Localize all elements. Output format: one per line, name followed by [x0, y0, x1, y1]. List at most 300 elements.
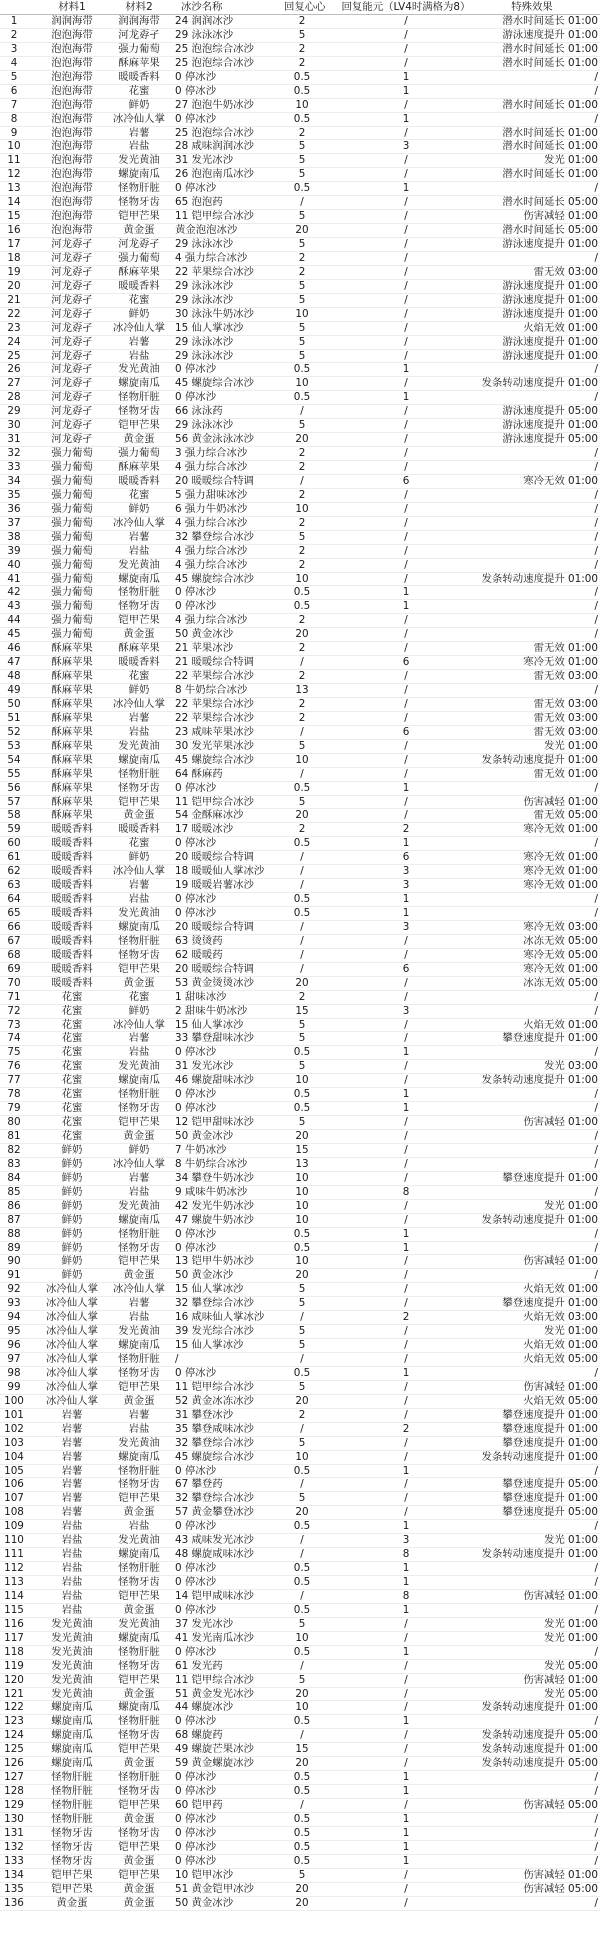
smoothie-name: 45 螺旋综合冰沙: [175, 1450, 254, 1463]
table-row: [0, 1604, 600, 1618]
row-index: 87: [7, 1213, 21, 1226]
energy: 1: [402, 1603, 410, 1616]
material-1: 岩薯: [61, 1506, 83, 1519]
smoothie-name: 54 金酥麻冰沙: [175, 809, 244, 822]
hearts: 0.5: [293, 363, 311, 376]
smoothie-name: 63 烫烫药: [175, 934, 223, 947]
row-index: 7: [10, 98, 18, 111]
smoothie-name: 32 攀登综合冰沙: [175, 1297, 254, 1310]
hearts: 20: [295, 1506, 309, 1519]
material-2: 冰冷仙人掌: [113, 1018, 165, 1031]
material-2: 发光黄油: [118, 1199, 160, 1212]
material-1: 酥麻苹果: [51, 684, 93, 696]
row-index: 42: [7, 586, 21, 599]
smoothie-name: 47 螺旋牛奶冰沙: [175, 1213, 254, 1226]
smoothie-name: 31 发光冰沙: [175, 1060, 234, 1073]
smoothie-name: 11 铠甲综合冰沙: [175, 1673, 254, 1686]
material-2: 怪物牙齿: [118, 196, 160, 209]
material-1: 泡泡海带: [51, 98, 93, 111]
hearts: /: [300, 1589, 304, 1602]
material-2: 冰冷仙人掌: [113, 516, 165, 529]
energy: /: [404, 990, 408, 1003]
energy: 1: [402, 363, 410, 376]
material-2: 怪物肝脏: [118, 767, 160, 780]
hearts: 2: [298, 516, 306, 529]
table-row: [0, 1785, 600, 1799]
table-row: [0, 879, 600, 893]
row-index: 114: [4, 1589, 24, 1602]
special-effect: /: [594, 182, 598, 195]
energy: /: [404, 56, 408, 69]
material-2: 怪物牙齿: [118, 405, 160, 418]
smoothie-name: 12 铠甲甜味冰沙: [175, 1116, 254, 1129]
hearts: /: [300, 879, 304, 892]
smoothie-name: 57 黄金攀登冰沙: [175, 1506, 254, 1519]
material-1: 黄金蛋: [56, 1896, 88, 1909]
energy: /: [404, 670, 408, 683]
hearts: 10: [295, 307, 309, 320]
material-2: 铠甲芒果: [118, 1380, 160, 1393]
smoothie-name: 34 攀登牛奶冰沙: [175, 1171, 254, 1184]
row-index: 60: [7, 837, 21, 850]
row-index: 122: [4, 1701, 24, 1714]
material-1: 酥麻苹果: [51, 697, 93, 710]
hearts: 0.5: [293, 1826, 311, 1839]
hearts: /: [300, 1478, 304, 1491]
material-1: 酥麻苹果: [51, 795, 93, 808]
special-effect: 雷无效 03:00: [533, 697, 598, 710]
material-1: 河龙孬孑: [51, 279, 93, 292]
row-index: 99: [7, 1380, 21, 1393]
material-2: 润润海带: [118, 15, 160, 27]
special-effect: 攀登速度提升 01:00: [502, 1032, 598, 1045]
smoothie-name: 0 停冰沙: [175, 1227, 217, 1240]
hearts: 20: [295, 1269, 309, 1282]
hearts: 2: [298, 15, 306, 27]
hearts: 0.5: [293, 1046, 311, 1059]
row-index: 76: [7, 1060, 21, 1073]
smoothie-name: 50 黄金冰沙: [175, 628, 234, 641]
special-effect: 攀登速度提升 01:00: [502, 1492, 598, 1505]
energy: /: [404, 251, 408, 264]
material-1: 暖暖香料: [51, 837, 93, 850]
smoothie-name: 3 强力综合冰沙: [175, 447, 248, 460]
table-row: [0, 851, 600, 865]
smoothie-name: 22 苹果综合冰沙: [175, 670, 254, 683]
material-1: 强力葡萄: [51, 447, 93, 460]
row-index: 19: [7, 265, 21, 278]
energy: 6: [402, 656, 410, 669]
row-index: 1: [10, 15, 18, 27]
energy: /: [404, 1506, 408, 1519]
special-effect: 游泳速度提升 01:00: [502, 349, 598, 362]
table-row: [0, 1242, 600, 1256]
energy: 1: [402, 586, 410, 599]
row-index: 59: [7, 823, 21, 836]
smoothie-name: 0 停冰沙: [175, 1088, 217, 1101]
table-row: [0, 963, 600, 977]
energy: 1: [402, 391, 410, 404]
special-effect: /: [594, 1143, 598, 1156]
special-effect: 雷无效 01:00: [533, 642, 598, 655]
energy: /: [404, 767, 408, 780]
material-2: 岩薯: [128, 126, 150, 139]
special-effect: 发光 01:00: [543, 1617, 598, 1630]
material-2: 螺旋南瓜: [118, 377, 160, 390]
material-1: 暖暖香料: [51, 851, 93, 864]
special-effect: /: [594, 1896, 598, 1909]
smoothie-name: 29 泳泳冰沙: [175, 238, 234, 250]
energy: 1: [402, 1812, 410, 1825]
energy: /: [404, 1032, 408, 1045]
hearts: /: [300, 1729, 304, 1742]
smoothie-name: 50 黄金冰沙: [175, 1896, 234, 1909]
energy: 3: [402, 140, 410, 153]
special-effect: /: [594, 558, 598, 571]
table-row: [0, 1381, 600, 1395]
special-effect: /: [594, 1715, 598, 1728]
smoothie-name: 0 停冰沙: [175, 363, 217, 376]
energy: /: [404, 1213, 408, 1226]
special-effect: /: [594, 1785, 598, 1798]
table-row: [0, 782, 600, 796]
row-index: 78: [7, 1088, 21, 1101]
special-effect: 攀登速度提升 05:00: [502, 1506, 598, 1519]
material-1: 暖暖香料: [51, 907, 93, 919]
material-2: 黄金蛋: [123, 1130, 155, 1142]
special-effect: 潜水时间延长 01:00: [502, 98, 598, 111]
hearts: 10: [295, 1199, 309, 1212]
smoothie-name: 0 停冰沙: [175, 112, 217, 125]
table-row: [0, 489, 600, 503]
row-index: 45: [7, 628, 21, 641]
material-1: 强力葡萄: [51, 530, 93, 543]
hearts: 20: [295, 433, 309, 446]
table-row: [0, 43, 600, 57]
material-2: 强力葡萄: [118, 42, 160, 55]
smoothie-name: 49 螺旋芒果冰沙: [175, 1743, 254, 1756]
energy: /: [404, 168, 408, 181]
material-2: 黄金蛋: [123, 1757, 155, 1770]
smoothie-name: 67 攀登药: [175, 1478, 223, 1491]
hearts: 10: [295, 1185, 309, 1198]
table-row: [0, 712, 600, 726]
hearts: 5: [298, 1868, 306, 1881]
row-index: 51: [7, 711, 21, 724]
hearts: 0.5: [293, 182, 311, 195]
special-effect: 发光 01:00: [543, 739, 598, 752]
material-1: 螺旋南瓜: [51, 1743, 93, 1756]
energy: /: [404, 224, 408, 237]
table-row: [0, 1674, 600, 1688]
special-effect: 攀登速度提升 01:00: [502, 1297, 598, 1310]
material-1: 酥麻苹果: [51, 711, 93, 724]
hearts: 0.5: [293, 112, 311, 125]
row-index: 18: [7, 251, 21, 264]
material-1: 鲜奶: [61, 1199, 83, 1212]
material-1: 河龙孬孑: [51, 238, 93, 250]
smoothie-name: 0 停冰沙: [175, 1562, 217, 1575]
special-effect: 冰冻无效 05:00: [523, 976, 598, 989]
hearts: 0.5: [293, 1785, 311, 1798]
row-index: 8: [10, 112, 18, 125]
energy: 1: [402, 1241, 410, 1254]
special-effect: 潜水时间延长 01:00: [502, 126, 598, 139]
special-effect: 发条转动速度提升 01:00: [481, 1701, 598, 1714]
energy: /: [404, 711, 408, 724]
material-2: 黄金蛋: [123, 1269, 155, 1282]
row-index: 40: [7, 558, 21, 571]
smoothie-name: 4 强力综合冰沙: [175, 614, 248, 627]
energy: /: [404, 307, 408, 320]
hearts: 20: [295, 976, 309, 989]
material-2: 黄金蛋: [123, 433, 155, 446]
material-2: 铠甲芒果: [118, 962, 160, 975]
row-index: 36: [7, 502, 21, 515]
table-row: [0, 1395, 600, 1409]
material-1: 岩薯: [61, 1492, 83, 1505]
energy: /: [404, 1896, 408, 1909]
material-2: 螺旋南瓜: [118, 1631, 160, 1644]
smoothie-name: 4 强力综合冰沙: [175, 251, 248, 264]
energy: /: [404, 684, 408, 696]
hearts: 5: [298, 168, 306, 181]
hearts: /: [300, 1353, 304, 1365]
row-index: 44: [7, 614, 21, 627]
hearts: 0.5: [293, 1562, 311, 1575]
material-1: 螺旋南瓜: [51, 1729, 93, 1742]
smoothie-name: 30 泳泳牛奶冰沙: [175, 307, 254, 320]
table-row: [0, 1492, 600, 1506]
smoothie-name: 26 泡泡南瓜冰沙: [175, 168, 254, 181]
table-row: [0, 656, 600, 670]
material-2: 螺旋南瓜: [118, 753, 160, 766]
special-effect: 游泳速度提升 01:00: [502, 28, 598, 41]
row-index: 32: [7, 447, 21, 460]
material-2: 暖暖香料: [118, 656, 160, 669]
material-1: 强力葡萄: [51, 502, 93, 515]
special-effect: /: [594, 1520, 598, 1533]
hearts: /: [300, 1311, 304, 1324]
hearts: /: [300, 1422, 304, 1435]
table-row: [0, 447, 600, 461]
hearts: 0.5: [293, 781, 311, 794]
special-effect: 伤害减轻 01:00: [523, 1116, 598, 1129]
table-row: [0, 1074, 600, 1088]
energy: 1: [402, 1520, 410, 1533]
material-1: 螺旋南瓜: [51, 1715, 93, 1728]
energy: /: [404, 488, 408, 501]
special-effect: 游泳速度提升 01:00: [502, 293, 598, 306]
material-1: 泡泡海带: [51, 168, 93, 181]
row-index: 89: [7, 1241, 21, 1254]
row-index: 127: [4, 1771, 24, 1784]
special-effect: 攀登速度提升 05:00: [502, 1478, 598, 1491]
material-1: 花蜜: [61, 1046, 83, 1059]
row-index: 67: [7, 934, 21, 947]
special-effect: 伤害减轻 05:00: [523, 1799, 598, 1811]
material-1: 发光黄油: [51, 1673, 93, 1686]
table-row: [0, 322, 600, 336]
smoothie-name: 35 攀登咸味冰沙: [175, 1422, 254, 1435]
material-2: 岩盐: [128, 140, 150, 153]
special-effect: /: [594, 907, 598, 919]
hearts: /: [300, 1548, 304, 1561]
hearts: 5: [298, 210, 306, 223]
energy: /: [404, 1799, 408, 1811]
hearts: 0.5: [293, 1840, 311, 1853]
hearts: /: [300, 865, 304, 878]
special-effect: 游泳速度提升 01:00: [502, 307, 598, 320]
hearts: 10: [295, 1255, 309, 1268]
smoothie-name: 20 暖暖综合特调: [175, 920, 254, 933]
material-2: 岩薯: [128, 879, 150, 892]
material-1: 发光黄油: [51, 1617, 93, 1630]
energy: /: [404, 1394, 408, 1407]
energy: /: [404, 1269, 408, 1282]
material-1: 发光黄油: [51, 1631, 93, 1644]
table-row: [0, 503, 600, 517]
material-1: 泡泡海带: [51, 28, 93, 41]
material-2: 冰冷仙人掌: [113, 112, 165, 125]
energy: /: [404, 238, 408, 250]
row-index: 71: [7, 990, 21, 1003]
smoothie-name: 0 停冰沙: [175, 1520, 217, 1533]
special-effect: /: [594, 1004, 598, 1017]
hearts: /: [300, 656, 304, 669]
smoothie-name: 45 螺旋综合冰沙: [175, 377, 254, 390]
row-index: 29: [7, 405, 21, 418]
material-1: 冰冷仙人掌: [46, 1325, 98, 1338]
energy: /: [404, 1743, 408, 1756]
material-2: 铠甲芒果: [118, 1255, 160, 1268]
smoothie-name: 黄金泡泡冰沙: [175, 224, 238, 237]
material-1: 发光黄油: [51, 1687, 93, 1700]
row-index: 37: [7, 516, 21, 529]
row-index: 85: [7, 1185, 21, 1198]
smoothie-name: 5 强力甜味冰沙: [175, 488, 248, 501]
energy: /: [404, 530, 408, 543]
material-1: 酥麻苹果: [51, 642, 93, 655]
special-effect: 潜水时间延长 01:00: [502, 56, 598, 69]
energy: 8: [402, 1548, 410, 1561]
row-index: 115: [4, 1603, 24, 1616]
table-row: [0, 1576, 600, 1590]
row-index: 30: [7, 419, 21, 432]
material-1: 怪物肝脏: [51, 1771, 93, 1784]
hearts: 2: [298, 544, 306, 557]
table-row: [0, 280, 600, 294]
smoothie-name: 25 泡泡综合冰沙: [175, 126, 254, 139]
row-index: 26: [7, 363, 21, 376]
row-index: 101: [4, 1408, 24, 1421]
energy: 1: [402, 1715, 410, 1728]
material-1: 冰冷仙人掌: [46, 1311, 98, 1324]
smoothie-name: 0 停冰沙: [175, 1785, 217, 1798]
hearts: 15: [295, 1143, 309, 1156]
material-1: 岩盐: [61, 1576, 83, 1588]
energy: 1: [402, 84, 410, 97]
row-index: 9: [10, 126, 18, 139]
smoothie-name: 0 停冰沙: [175, 837, 217, 850]
special-effect: 游泳速度提升 05:00: [502, 433, 598, 446]
table-row: [0, 1841, 600, 1855]
material-1: 岩薯: [61, 1450, 83, 1463]
special-effect: 冰冻无效 05:00: [523, 934, 598, 947]
material-1: 花蜜: [61, 1018, 83, 1031]
hearts: 5: [298, 1325, 306, 1338]
hearts: 20: [295, 1882, 309, 1895]
smoothie-name: 0 停冰沙: [175, 907, 217, 919]
table-row: [0, 1813, 600, 1827]
row-index: 110: [4, 1534, 24, 1547]
smoothie-name: 27 泡泡牛奶冰沙: [175, 98, 254, 111]
table-row: [0, 1116, 600, 1130]
material-1: 花蜜: [61, 1088, 83, 1101]
hearts: 0.5: [293, 1464, 311, 1477]
table-row: [0, 628, 600, 642]
special-effect: /: [594, 628, 598, 641]
material-2: 铠甲芒果: [118, 1799, 160, 1811]
material-1: 强力葡萄: [51, 558, 93, 571]
energy: /: [404, 642, 408, 655]
row-index: 55: [7, 767, 21, 780]
smoothie-name: 20 暖暖综合特调: [175, 962, 254, 975]
special-effect: /: [594, 1645, 598, 1658]
material-2: 岩薯: [128, 1171, 150, 1184]
table-row: [0, 210, 600, 224]
table-row: [0, 336, 600, 350]
row-index: 123: [4, 1715, 24, 1728]
material-2: 冰冷仙人掌: [113, 865, 165, 878]
special-effect: 雷无效 05:00: [533, 809, 598, 822]
energy: 1: [402, 1854, 410, 1867]
energy: 6: [402, 725, 410, 738]
row-index: 27: [7, 377, 21, 390]
energy: /: [404, 196, 408, 209]
smoothie-name: 33 攀登甜味冰沙: [175, 1032, 254, 1045]
smoothie-name: 4 强力综合冰沙: [175, 461, 248, 473]
material-2: 铠甲芒果: [118, 1743, 160, 1756]
material-2: 怪物牙齿: [118, 1785, 160, 1798]
hearts: 2: [298, 642, 306, 655]
smoothie-name: 22 苹果综合冰沙: [175, 697, 254, 710]
smoothie-name: 15 仙人掌冰沙: [175, 321, 244, 334]
smoothie-name: 51 黄金铠甲冰沙: [175, 1882, 254, 1895]
row-index: 47: [7, 656, 21, 669]
smoothie-name: 6 强力牛奶冰沙: [175, 502, 248, 515]
row-index: 96: [7, 1339, 21, 1352]
smoothie-name: 37 发光冰沙: [175, 1617, 234, 1630]
row-index: 58: [7, 809, 21, 822]
smoothie-name: 4 强力综合冰沙: [175, 558, 248, 571]
hearts: /: [300, 851, 304, 864]
special-effect: /: [594, 1562, 598, 1575]
row-index: 16: [7, 224, 21, 237]
smoothie-name: 0 停冰沙: [175, 1366, 217, 1379]
hearts: 5: [298, 1283, 306, 1296]
material-2: 发光黄油: [118, 154, 160, 167]
material-2: 强力葡萄: [118, 447, 160, 460]
material-2: 岩盐: [128, 1046, 150, 1059]
material-2: 铠甲芒果: [118, 1116, 160, 1129]
energy: 3: [402, 920, 410, 933]
material-1: 冰冷仙人掌: [46, 1297, 98, 1310]
row-index: 53: [7, 739, 21, 752]
smoothie-name: 19 暖暖岩薯冰沙: [175, 879, 254, 892]
row-index: 108: [4, 1506, 24, 1519]
material-1: 泡泡海带: [51, 84, 93, 97]
